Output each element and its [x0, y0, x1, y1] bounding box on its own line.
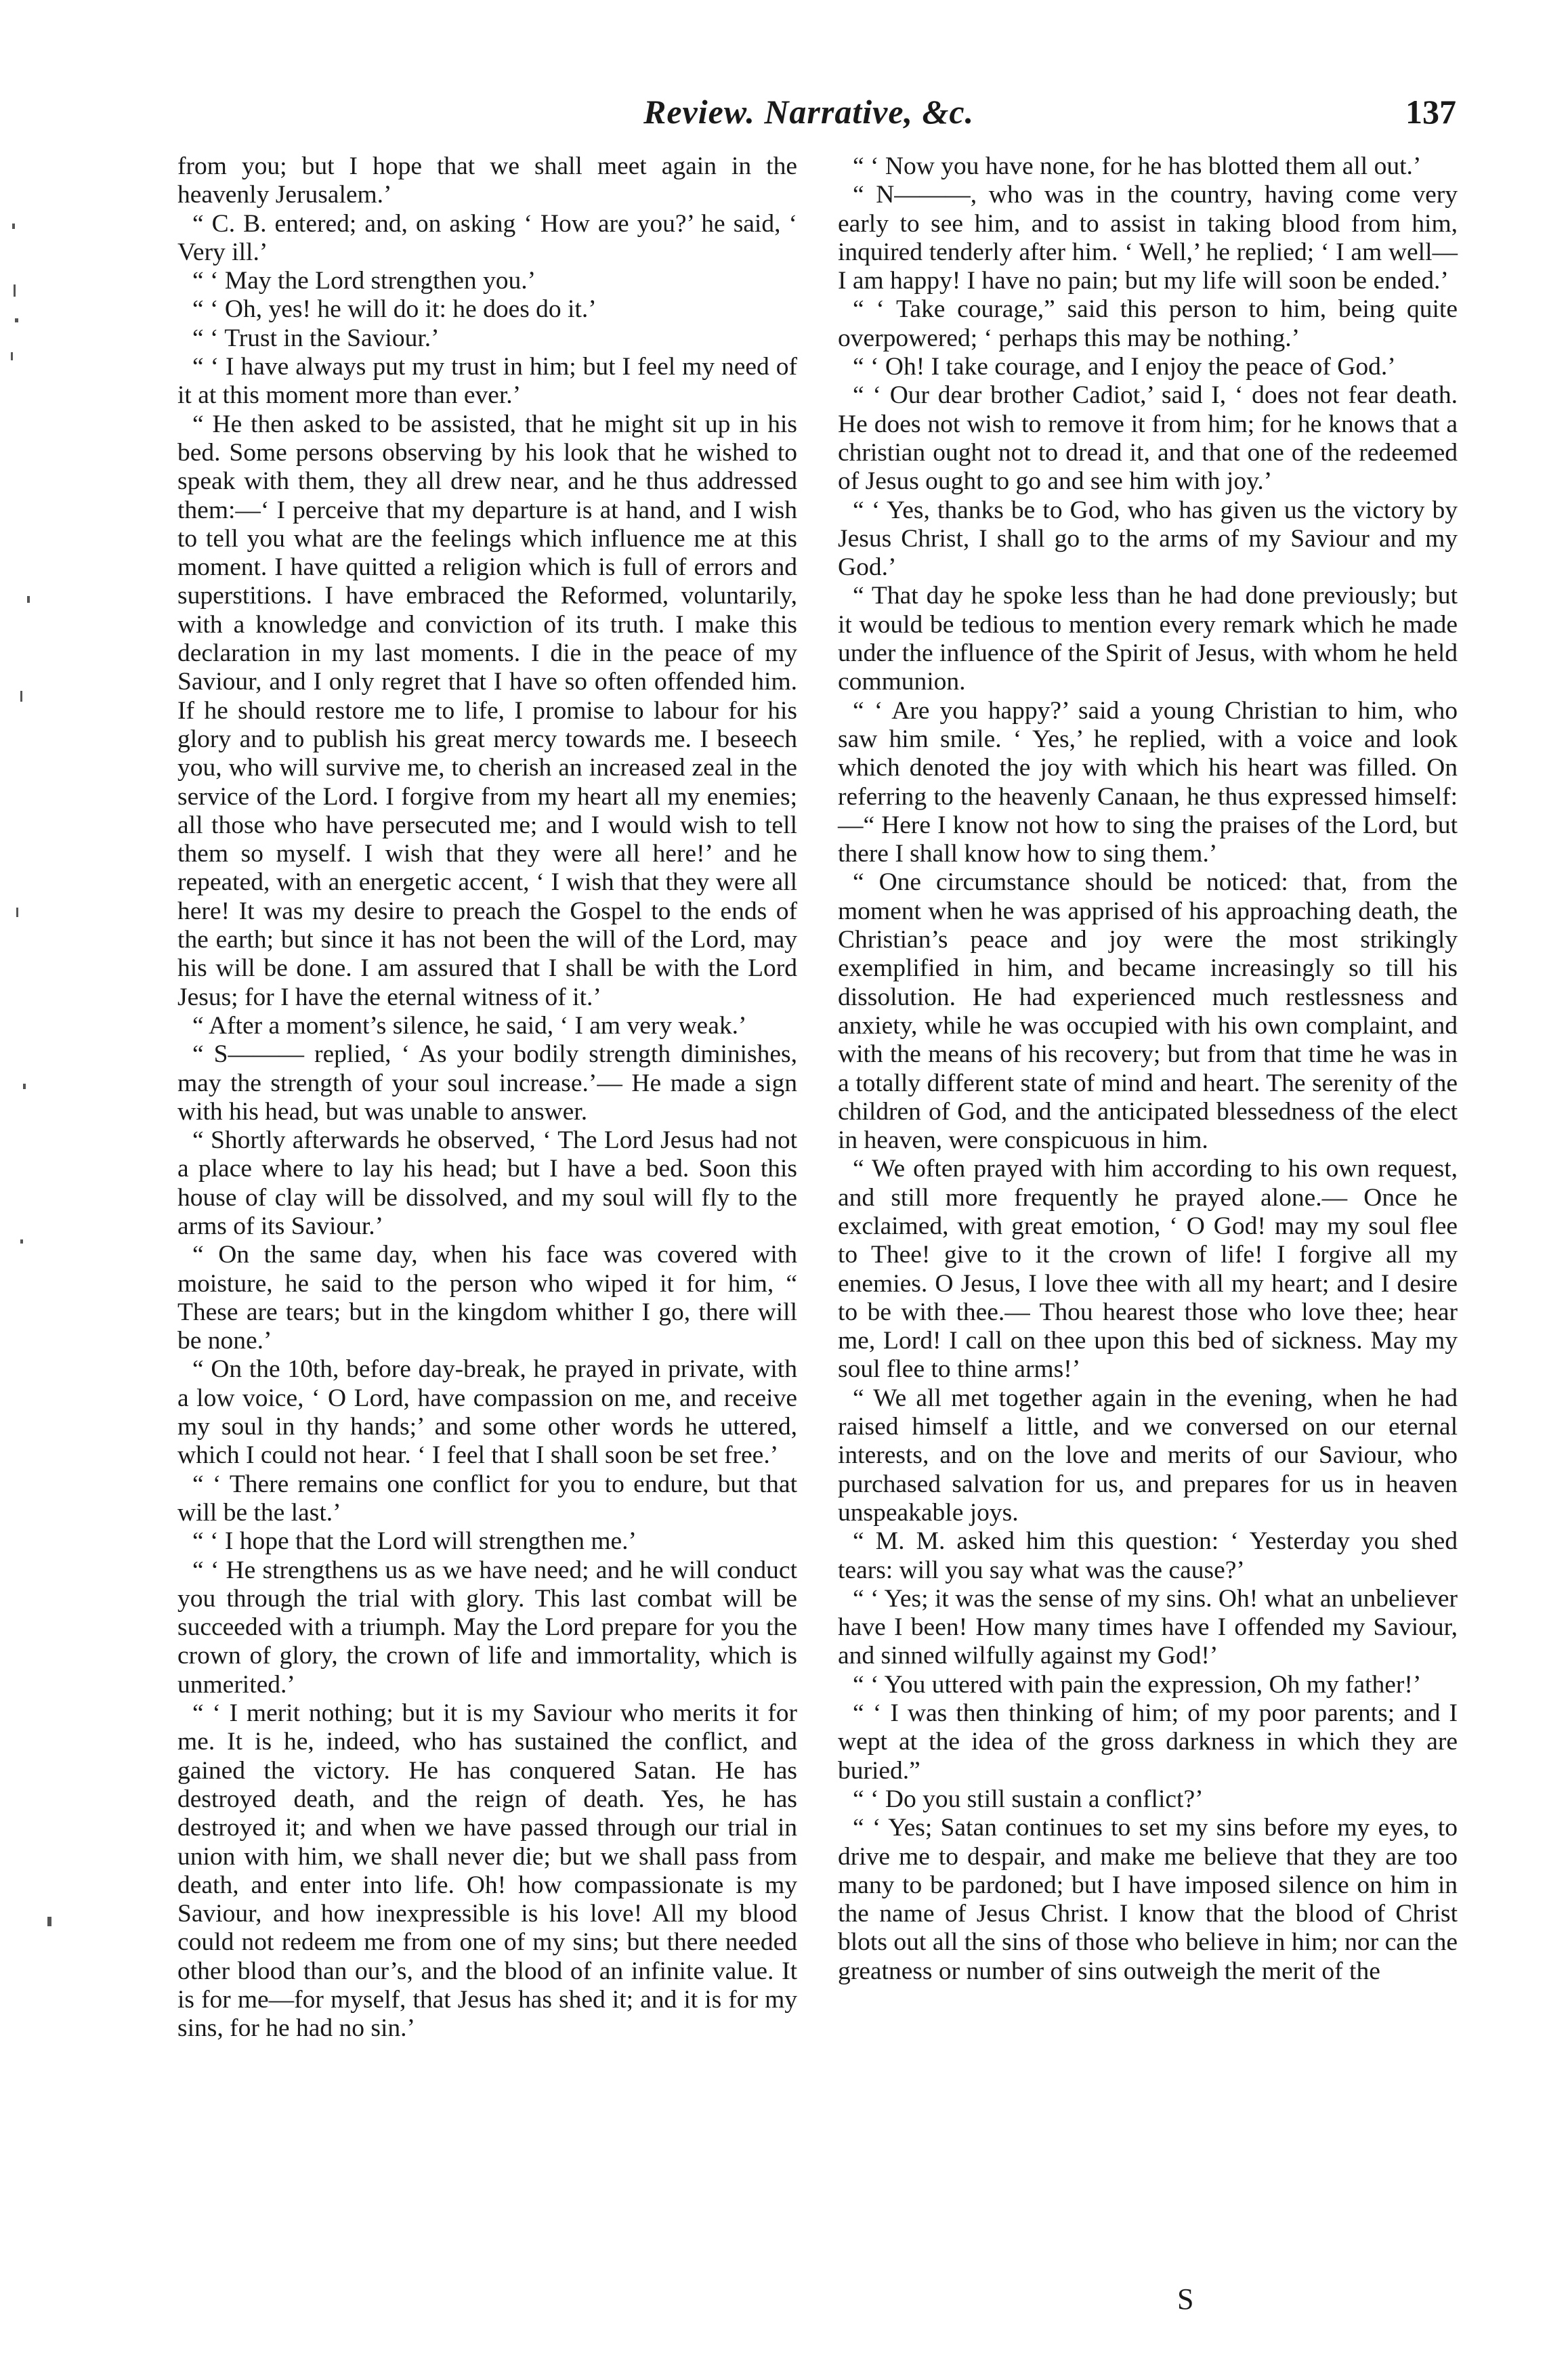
scan-margin-marks: [0, 0, 54, 2357]
page-number: 137: [1405, 93, 1456, 131]
paragraph: “ Shortly afterwards he observed, ‘ The Lord Jesus had not a place where to lay his head; but I have a bed. Soon this house of clay will be dissolved, and my soul will fly to the arms of its Saviour.’: [177, 1126, 797, 1240]
paragraph: “ ‘ There remains one conflict for you to endure, but that will be the last.’: [177, 1470, 797, 1527]
paragraph: “ ‘ Oh, yes! he will do it: he does do it.’: [192, 295, 597, 324]
paragraph: “ ‘ Yes; Satan continues to set my sins before my eyes, to drive me to despair, and make me believe that they are too many to be pardoned; but I have imposed silence on him in the name of Jesus Christ. I know that the blood of Christ blots out all the sins of those who believe in him; nor can the greatness or number of sins outweigh the merit of the: [838, 1814, 1458, 1985]
paragraph: “ ‘ He strengthens us as we have need; and he will conduct you through the trial with glory. This last combat will be succeeded with a triumph. May the Lord prepare for you the crown of glory, the crown of life and immortality, which is unmerited.’: [177, 1556, 797, 1699]
paragraph: “ M. M. asked him this question: ‘ Yesterday you shed tears: will you say what was the cause?’: [838, 1527, 1458, 1584]
paragraph: “ ‘ Do you still sustain a conflict?’: [853, 1785, 1204, 1813]
paragraph: “ We often prayed with him according to his own request, and still more frequently he prayed alone.— Once he exclaimed, with great emotion, ‘ O God! may my soul flee to Thee! give to it the crown of life! I forgive all my enemies. O Jesus, I love thee with all my heart; and I desire to be with thee.— Thou hearest those who love thee; hear me, Lord! I call on thee upon this bed of sickness. May my soul flee to thine arms!’: [838, 1155, 1458, 1384]
paragraph: “ ‘ Yes; it was the sense of my sins. Oh! what an unbeliever have I been! How many times have I offended my Saviour, and sinned wilfully against my God!’: [838, 1584, 1458, 1670]
paragraph: “ N———, who was in the country, having come very early to see him, and to assist in taking blood from him, inquired tenderly after him. ‘ Well,’ he replied; ‘ I am well—I am happy! I have no pain; but my life will soon be ended.’: [838, 181, 1458, 295]
paragraph: “ That day he spoke less than he had done previously; but it would be tedious to mention every remark which he made under the influence of the Spirit of Jesus, with whom he held communion.: [838, 582, 1458, 696]
paragraph: “ ‘ Our dear brother Cadiot,’ said I, ‘ does not fear death. He does not wish to remove it from him; for he knows that a christian ought not to dread it, and that one of the redeemed of Jesus ought to go and see him with joy.’: [838, 381, 1458, 496]
paragraph: “ He then asked to be assisted, that he might sit up in his bed. Some persons observing by his look that he wished to speak with them, they all drew near, and he thus addressed them:—‘ I perceive that my departure is at hand, and I wish to tell you what are the feelings which influence me at this moment. I have quitted a religion which is full of errors and superstitions. I have embraced the Reformed, voluntarily, with a knowledge and conviction of its truth. I make this declaration in my last moments. I die in the peace of my Saviour, and I only regret that I have so often offended him. If he should restore me to life, I promise to labour for his glory and to publish his great mercy towards me. I beseech you, who will survive me, to cherish an increased zeal in the service of the Lord. I forgive from my heart all my enemies; all those who have persecuted me; and I would wish to tell them so myself. I wish that they were all here!’ and he repeated, with an energetic accent, ‘ I wish that they were all here! It was my desire to preach the Gospel to the ends of the earth; but since it has not been the will of the Lord, may his will be done. I am assured that I shall be with the Lord Jesus; for I have the eternal witness of it.’: [177, 410, 797, 1011]
paragraph: “ After a moment’s silence, he said, ‘ I am very weak.’: [192, 1011, 747, 1040]
right-column: [838, 152, 1458, 1986]
paragraph: “ ‘ May the Lord strengthen you.’: [192, 267, 536, 295]
paragraph: “ ‘ Now you have none, for he has blotted them all out.’: [853, 152, 1422, 180]
paragraph: “ We all met together again in the evening, when he had raised himself a little, and we conversed on our eternal interests, and on the love and merits of our Saviour, who purchased salvation for us, and prepares for us in heaven unspeakable joys.: [838, 1384, 1458, 1527]
paragraph: “ ‘ Are you happy?’ said a young Christian to him, who saw him smile. ‘ Yes,’ he replied, with a voice and look which denoted the joy with which his heart was filled. On referring to the heavenly Canaan, he thus expressed himself:—“ Here I know not how to sing the praises of the Lord, but there I shall know how to sing them.’: [838, 696, 1458, 868]
paragraph: “ ‘ Yes, thanks be to God, who has given us the victory by Jesus Christ, I shall go to the arms of my Saviour and my God.’: [838, 496, 1458, 582]
paragraph: “ C. B. entered; and, on asking ‘ How are you?’ he said, ‘ Very ill.’: [177, 209, 797, 266]
running-head: Review. Narrative, &c.: [643, 93, 975, 131]
paragraph: “ ‘ Trust in the Saviour.’: [192, 324, 440, 352]
paragraph: “ ‘ I have always put my trust in him; but I feel my need of it at this moment more than ever.’: [177, 353, 797, 410]
paragraph: “ ‘ Oh! I take courage, and I enjoy the peace of God.’: [853, 353, 1396, 381]
paragraph: “ ‘ You uttered with pain the expression, Oh my father!’: [853, 1670, 1422, 1699]
paragraph: “ ‘ I was then thinking of him; of my poor parents; and I wept at the idea of the gross darkness in which they are buried.”: [838, 1699, 1458, 1785]
paragraph: “ One circumstance should be noticed: that, from the moment when he was apprised of his approaching death, the Christian’s peace and joy were the most strikingly exemplified in him, and became increasingly so till his dissolution. He had experienced much restlessness and anxiety, while he was occupied with his own complaint, and with the means of his recovery; but from that time he was in a totally different state of mind and heart. The serenity of the children of God, and the anticipated blessedness of the elect in heaven, were conspicuous in him.: [838, 868, 1458, 1155]
paragraph: “ On the same day, when his face was covered with moisture, he said to the person who wiped it for him, “ These are tears; but in the kingdom whither I go, there will be none.’: [177, 1241, 797, 1355]
left-column: [177, 152, 797, 2043]
page-header: [186, 88, 1456, 142]
paragraph: “ S——— replied, ‘ As your bodily strength diminishes, may the strength of your soul increase.’— He made a sign with his head, but was unable to answer.: [177, 1040, 797, 1126]
paragraph: “ ‘ Take courage,” said this person to him, being quite overpowered; ‘ perhaps this may be nothing.’: [838, 295, 1458, 352]
paragraph: from you; but I hope that we shall meet again in the heavenly Jerusalem.’: [177, 152, 797, 209]
signature-mark: S: [1177, 2282, 1194, 2316]
paragraph: “ ‘ I merit nothing; but it is my Saviour who merits it for me. It is he, indeed, who has sustained the conflict, and gained the victory. He has conquered Satan. He has destroyed death, and the reign of death. Yes, he has destroyed it; and when we have passed through our trial in union with him, we shall never die; but we shall pass from death, and enter into life. Oh! how compassionate is my Saviour, and how inexpressible is his love! All my blood could not redeem me from one of my sins; but there needed other blood than our’s, and the blood of an infinite value. It is for me—for myself, that Jesus has shed it; and it is for my sins, for he had no sin.’: [177, 1699, 797, 2043]
paragraph: “ On the 10th, before day-break, he prayed in private, with a low voice, ‘ O Lord, have compassion on me, and receive my soul in thy hands;’ and some other words he uttered, which I could not hear. ‘ I feel that I shall soon be set free.’: [177, 1355, 797, 1470]
paragraph: “ ‘ I hope that the Lord will strengthen me.’: [192, 1527, 637, 1556]
